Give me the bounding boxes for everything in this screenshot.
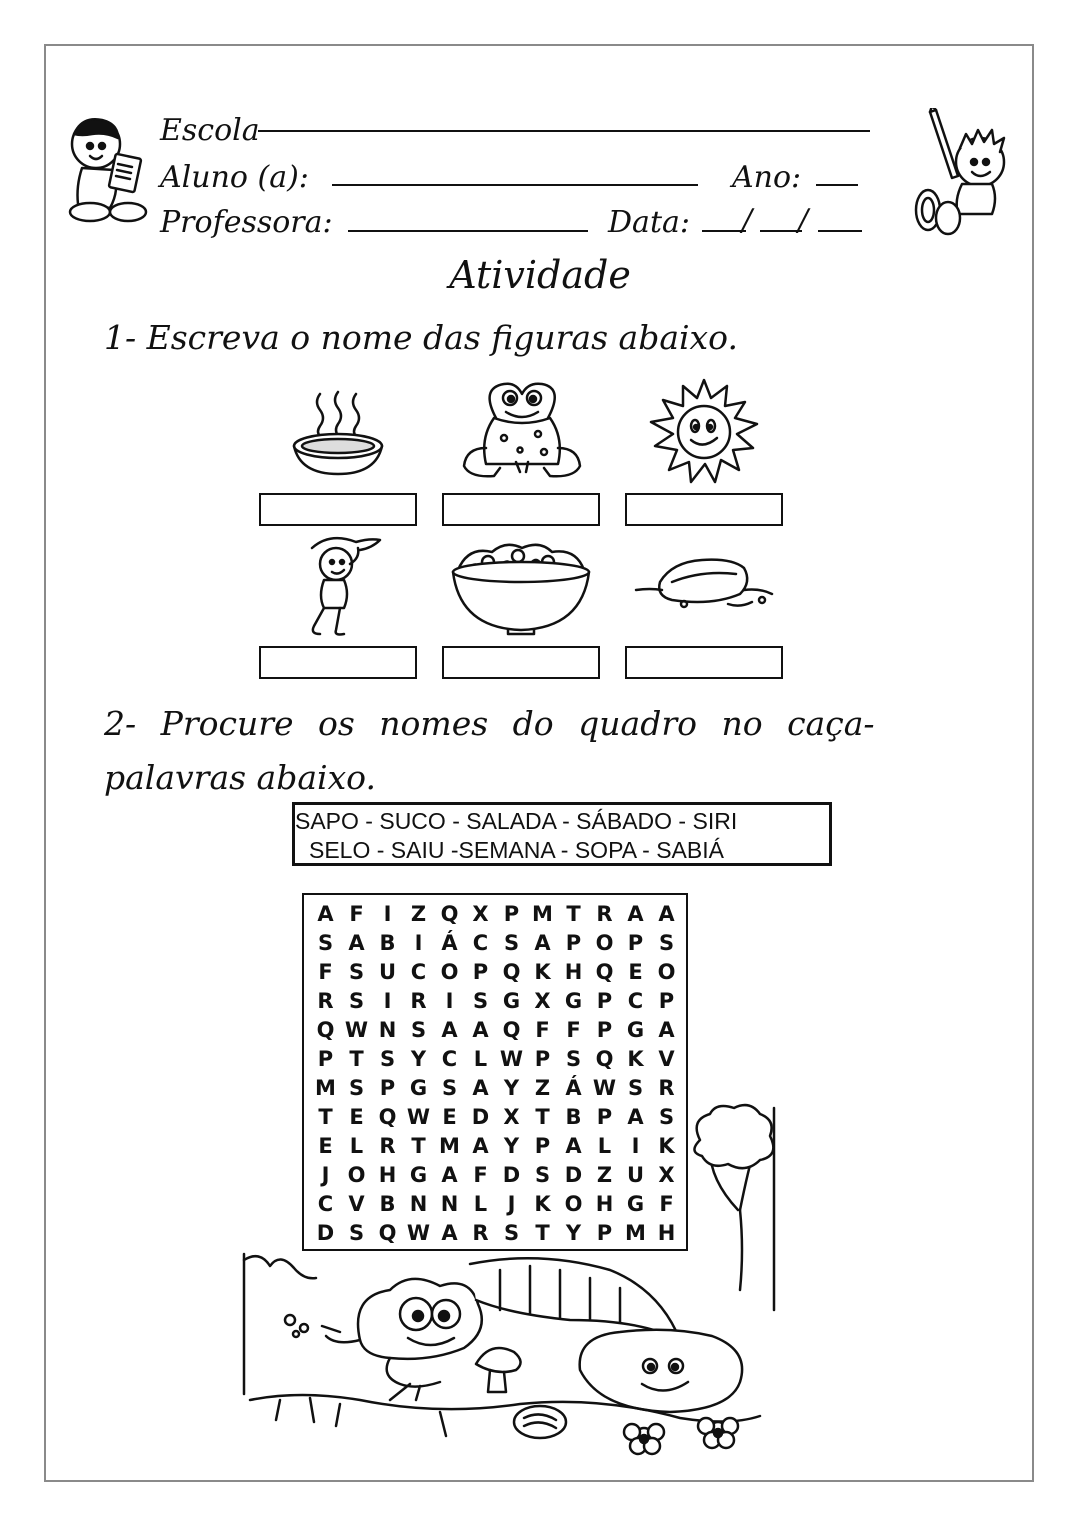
word-search-cell: A [441,1162,458,1187]
student-field[interactable] [332,184,698,186]
word-search-cell: Q [502,959,521,984]
word-search-cell: W [406,1104,431,1129]
word-search-cell: W [592,1075,617,1100]
word-search-cell: K [658,1133,675,1158]
word-search-cell: I [414,930,423,955]
word-search-cell: R [379,1133,396,1158]
word-search-cell: H [378,1162,397,1187]
word-search-cell: F [566,1017,581,1042]
word-search-cell: G [626,1017,645,1042]
word-search-cell: Q [502,1017,521,1042]
word-search-cell: C [472,930,489,955]
word-search-cell: I [445,988,454,1013]
word-search-cell: L [473,1046,488,1071]
page-title: Atividade [449,253,631,297]
word-search-cell: S [472,988,489,1013]
word-search-cell: J [507,1191,516,1216]
word-search-cell: D [471,1104,490,1129]
word-search-cell: D [316,1220,335,1245]
word-search-cell: F [659,1191,674,1216]
word-search-cell: A [472,1133,489,1158]
boy-waving-icon [300,534,382,638]
soap-icon [632,552,776,614]
word-search-cell: P [565,930,582,955]
word-search-cell: U [626,1162,645,1187]
answer-box-5[interactable] [442,646,600,679]
word-search-cell: I [383,988,392,1013]
word-search-cell: M [625,1220,646,1245]
word-search-cell: P [596,1017,613,1042]
word-search-cell: A [472,1075,489,1100]
word-search-cell: P [534,1133,551,1158]
word-search-cell: F [349,901,364,926]
frog-icon [460,378,584,486]
word-search-cell: Á [441,930,458,955]
child-reading-icon [62,112,154,224]
word-search-cell: Á [565,1075,582,1100]
word-search-cell: V [658,1046,675,1071]
word-search-cell: S [348,1075,365,1100]
word-search-cell: M [315,1075,336,1100]
child-with-pencil-icon [908,108,1020,238]
word-list-line-2: SELO - SAIU -SEMANA - SOPA - SABIÁ [309,837,724,863]
answer-box-3[interactable] [625,493,783,526]
word-search-cell: X [472,901,489,926]
teacher-label: Professora: [160,205,333,240]
word-search-cell: G [564,988,583,1013]
date-slash: / [742,203,753,238]
word-search-cell: C [410,959,427,984]
word-search-cell: S [410,1017,427,1042]
answer-box-2[interactable] [442,493,600,526]
word-search-cell: S [627,1075,644,1100]
word-search-cell: R [472,1220,489,1245]
word-search-cell: A [441,1220,458,1245]
word-search-cell: L [473,1191,488,1216]
word-search-cell: C [627,988,644,1013]
word-search-cell: G [409,1162,428,1187]
word-search-cell: S [348,959,365,984]
word-search-cell: E [318,1133,333,1158]
word-search-cell: Q [316,1017,335,1042]
word-search-cell: F [318,959,333,984]
word-search-cell: S [348,988,365,1013]
word-search-cell: P [317,1046,334,1071]
question-2-text-line1: 2- Procure os nomes do quadro no caça- [104,704,875,743]
word-search-cell: A [534,930,551,955]
word-search-cell: I [631,1133,640,1158]
word-search-cell: W [406,1220,431,1245]
word-search-cell: K [627,1046,644,1071]
word-search-cell: W [344,1017,369,1042]
word-search-cell: T [318,1104,333,1129]
school-label: Escola [160,113,260,148]
word-search-cell: V [348,1191,365,1216]
word-search-cell: P [472,959,489,984]
answer-box-1[interactable] [259,493,417,526]
school-field[interactable] [258,130,870,132]
word-search-cell: S [534,1162,551,1187]
year-field[interactable] [816,184,858,186]
word-search-cell: P [379,1075,396,1100]
word-search-cell: P [596,988,613,1013]
date-day-field[interactable] [702,230,746,232]
word-search-cell: X [503,1104,520,1129]
word-search-cell: T [411,1133,426,1158]
word-search-cell: E [628,959,643,984]
teacher-field[interactable] [348,230,588,232]
question-2-text-line2: palavras abaixo. [104,758,376,797]
word-search-cell: H [657,1220,676,1245]
word-search-cell: S [503,1220,520,1245]
word-search-grid [302,893,688,1251]
date-slash: / [798,203,809,238]
word-search-cell: Y [410,1046,427,1071]
word-search-cell: B [379,930,396,955]
word-search-cell: F [473,1162,488,1187]
word-search-cell: O [440,959,459,984]
word-search-cell: Y [503,1075,520,1100]
word-search-cell: Q [595,959,614,984]
word-search-cell: B [379,1191,396,1216]
word-search-cell: K [534,959,551,984]
date-label: Data: [608,205,690,240]
word-search-cell: L [349,1133,364,1158]
word-search-cell: S [379,1046,396,1071]
word-search-cell: G [409,1075,428,1100]
word-search-cell: C [317,1191,334,1216]
word-search-cell: T [566,901,581,926]
word-search-cell: N [409,1191,428,1216]
word-search-cell: W [499,1046,524,1071]
word-search-cell: E [349,1104,364,1129]
word-search-cell: F [535,1017,550,1042]
word-search-cell: U [378,959,397,984]
word-search-cell: A [658,1017,675,1042]
word-search-cell: S [658,1104,675,1129]
student-label: Aluno (a): [160,160,309,195]
word-search-cell: S [441,1075,458,1100]
word-search-cell: N [378,1017,397,1042]
word-search-cell: A [441,1017,458,1042]
word-search-cell: T [535,1220,550,1245]
word-search-cell: Q [595,1046,614,1071]
question-1-text: 1- Escreva o nome das figuras abaixo. [104,318,738,357]
word-search-cell: H [595,1191,614,1216]
date-year-field[interactable] [818,230,862,232]
word-search-cell: T [349,1046,364,1071]
word-search-cell: K [534,1191,551,1216]
word-search-cell: D [564,1162,583,1187]
word-search-cell: P [503,901,520,926]
word-search-cell: S [317,930,334,955]
word-search-cell: O [595,930,614,955]
word-search-cell: M [439,1133,460,1158]
word-search-cell: A [565,1133,582,1158]
word-search-cell: C [441,1046,458,1071]
word-search-cell: P [596,1104,613,1129]
word-search-cell: A [472,1017,489,1042]
word-search-cell: S [348,1220,365,1245]
word-search-cell: A [317,901,334,926]
word-search-cell: S [503,930,520,955]
word-search-cell: D [502,1162,521,1187]
answer-box-4[interactable] [259,646,417,679]
word-search-cell: P [534,1046,551,1071]
word-search-cell: A [658,901,675,926]
answer-box-6[interactable] [625,646,783,679]
word-search-cell: M [532,901,553,926]
word-search-cell: G [626,1191,645,1216]
word-search-cell: R [596,901,613,926]
word-search-cell: R [317,988,334,1013]
word-search-cell: S [565,1046,582,1071]
sun-icon [645,378,763,488]
word-search-cell: B [565,1104,582,1129]
word-list-line-1: SAPO - SUCO - SALADA - SÁBADO - SIRI [295,808,738,834]
word-search-cell: E [442,1104,457,1129]
word-search-cell: R [410,988,427,1013]
word-search-cell: Z [410,901,427,926]
word-search-cell: I [383,901,392,926]
word-list-box [292,802,832,866]
word-search-cell: Z [596,1162,613,1187]
word-search-cell: G [502,988,521,1013]
salad-bowl-icon [448,540,594,636]
word-search-cell: A [348,930,365,955]
word-search-cell: P [596,1220,613,1245]
word-search-cell: O [564,1191,583,1216]
word-search-cell: Y [565,1220,582,1245]
word-search-cell: Q [440,901,459,926]
word-search-cell: P [627,930,644,955]
word-search-cell: O [347,1162,366,1187]
word-search-cell: P [658,988,675,1013]
word-search-cell: R [658,1075,675,1100]
year-label: Ano: [732,160,802,195]
word-search-cell: T [535,1104,550,1129]
word-search-cell: Z [534,1075,551,1100]
word-search-cell: X [534,988,551,1013]
word-search-cell: O [657,959,676,984]
word-search-cell: L [597,1133,612,1158]
word-search-cell: Q [378,1104,397,1129]
word-search-cell: J [321,1162,330,1187]
word-search-cell: A [627,901,644,926]
word-search-cell: Y [503,1133,520,1158]
soup-icon [290,390,390,480]
word-search-cell: N [440,1191,459,1216]
word-search-cell: A [627,1104,644,1129]
word-search-cell: S [658,930,675,955]
word-search-cell: H [564,959,583,984]
date-month-field[interactable] [760,230,802,232]
word-search-cell: Q [378,1220,397,1245]
word-search-cell: X [658,1162,675,1187]
